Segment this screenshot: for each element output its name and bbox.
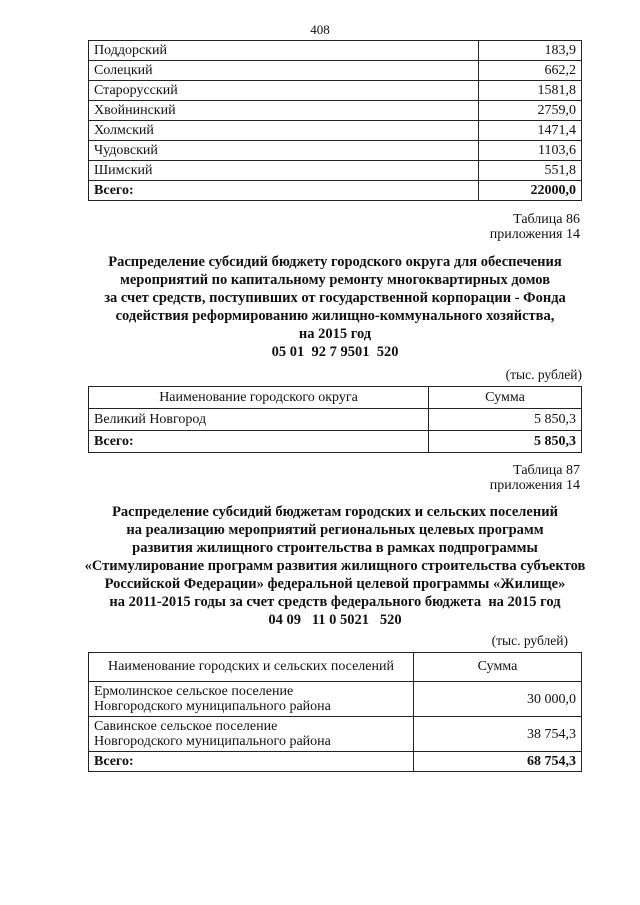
table-row	[89, 161, 582, 181]
okrug-value: 5 850,3	[429, 409, 582, 431]
table-row	[89, 121, 582, 141]
title-line: на реализацию мероприятий региональных целевых программ	[126, 522, 544, 538]
districts-table	[88, 40, 582, 201]
table-87-caption	[490, 463, 580, 493]
table-86-caption	[490, 212, 580, 242]
district-name: Чудовский	[89, 141, 479, 161]
table-label: Таблица 87	[513, 463, 580, 478]
district-value: 183,9	[479, 41, 582, 61]
district-name: Холмский	[89, 121, 479, 141]
total-label: Всего:	[89, 752, 414, 772]
title-line: развития жилищного строительства в рамках подпрограммы	[132, 540, 538, 556]
district-name: Хвойнинский	[89, 101, 479, 121]
title-line: Распределение субсидий бюджетам городских и сельских поселений	[112, 504, 558, 520]
units-label: (тыс. рублей)	[505, 367, 582, 382]
appendix-label: приложения 14	[489, 478, 580, 493]
table-row	[89, 61, 582, 81]
title-line: «Стимулирование программ развития жилищного строительства субъектов	[84, 558, 586, 574]
table-86	[88, 386, 582, 453]
total-value: 68 754,3	[414, 752, 582, 772]
district-name: Старорусский	[89, 81, 479, 101]
table-87	[88, 652, 582, 772]
column-header-sum: Сумма	[414, 653, 582, 682]
total-value: 22000,0	[479, 181, 582, 201]
page-number: 408	[310, 22, 330, 37]
table-row	[89, 101, 582, 121]
district-value: 551,8	[479, 161, 582, 181]
settlement-name-line2: Новгородского муниципального района	[94, 699, 331, 714]
district-name: Шимский	[89, 161, 479, 181]
district-value: 1471,4	[479, 121, 582, 141]
settlement-name	[89, 682, 414, 717]
title-line: содействия реформированию жилищно-коммунального хозяйства,	[115, 308, 555, 324]
total-row	[89, 752, 582, 772]
table-row	[89, 141, 582, 161]
budget-code: 05 01 92 7 9501 520	[271, 344, 399, 360]
total-label: Всего:	[89, 431, 429, 453]
district-value: 1581,8	[479, 81, 582, 101]
table-row	[89, 81, 582, 101]
table-label: Таблица 86	[513, 212, 580, 227]
column-header-name: Наименование городских и сельских поселений	[89, 653, 414, 682]
total-row	[89, 431, 582, 453]
table-row	[89, 409, 582, 431]
settlement-name-line1: Ермолинское сельское поселение	[94, 684, 294, 699]
okrug-name: Великий Новгород	[89, 409, 429, 431]
settlement-value: 38 754,3	[414, 717, 582, 752]
title-line: Российской Федерации» федеральной целевой программы «Жилище»	[104, 576, 566, 592]
title-line: мероприятий по капитальному ремонту многоквартирных домов	[119, 272, 551, 288]
settlement-name	[89, 717, 414, 752]
district-value: 1103,6	[479, 141, 582, 161]
budget-code: 04 09 11 0 5021 520	[268, 612, 402, 628]
title-line: за счет средств, поступивших от государственной корпорации - Фонда	[104, 290, 566, 306]
units-label: (тыс. рублей)	[491, 633, 568, 648]
table-header-row	[89, 653, 582, 682]
column-header-name: Наименование городского округа	[89, 387, 429, 409]
total-value: 5 850,3	[429, 431, 582, 453]
total-label: Всего:	[89, 181, 479, 201]
settlement-name-line1: Савинское сельское поселение	[94, 719, 278, 734]
column-header-sum: Сумма	[429, 387, 582, 409]
table-86-title	[70, 253, 600, 361]
table-87-title	[70, 503, 600, 629]
settlement-name-line2: Новгородского муниципального района	[94, 734, 331, 749]
district-name: Поддорский	[89, 41, 479, 61]
total-row	[89, 181, 582, 201]
title-line: на 2015 год	[298, 326, 372, 342]
district-value: 2759,0	[479, 101, 582, 121]
title-line: на 2011-2015 годы за счет средств федерального бюджета на 2015 год	[109, 594, 561, 610]
settlement-value: 30 000,0	[414, 682, 582, 717]
table-row	[89, 682, 582, 717]
table-row	[89, 41, 582, 61]
appendix-label: приложения 14	[489, 227, 580, 242]
table-row	[89, 717, 582, 752]
title-line: Распределение субсидий бюджету городского округа для обеспечения	[108, 254, 562, 270]
district-name: Солецкий	[89, 61, 479, 81]
district-value: 662,2	[479, 61, 582, 81]
table-header-row	[89, 387, 582, 409]
